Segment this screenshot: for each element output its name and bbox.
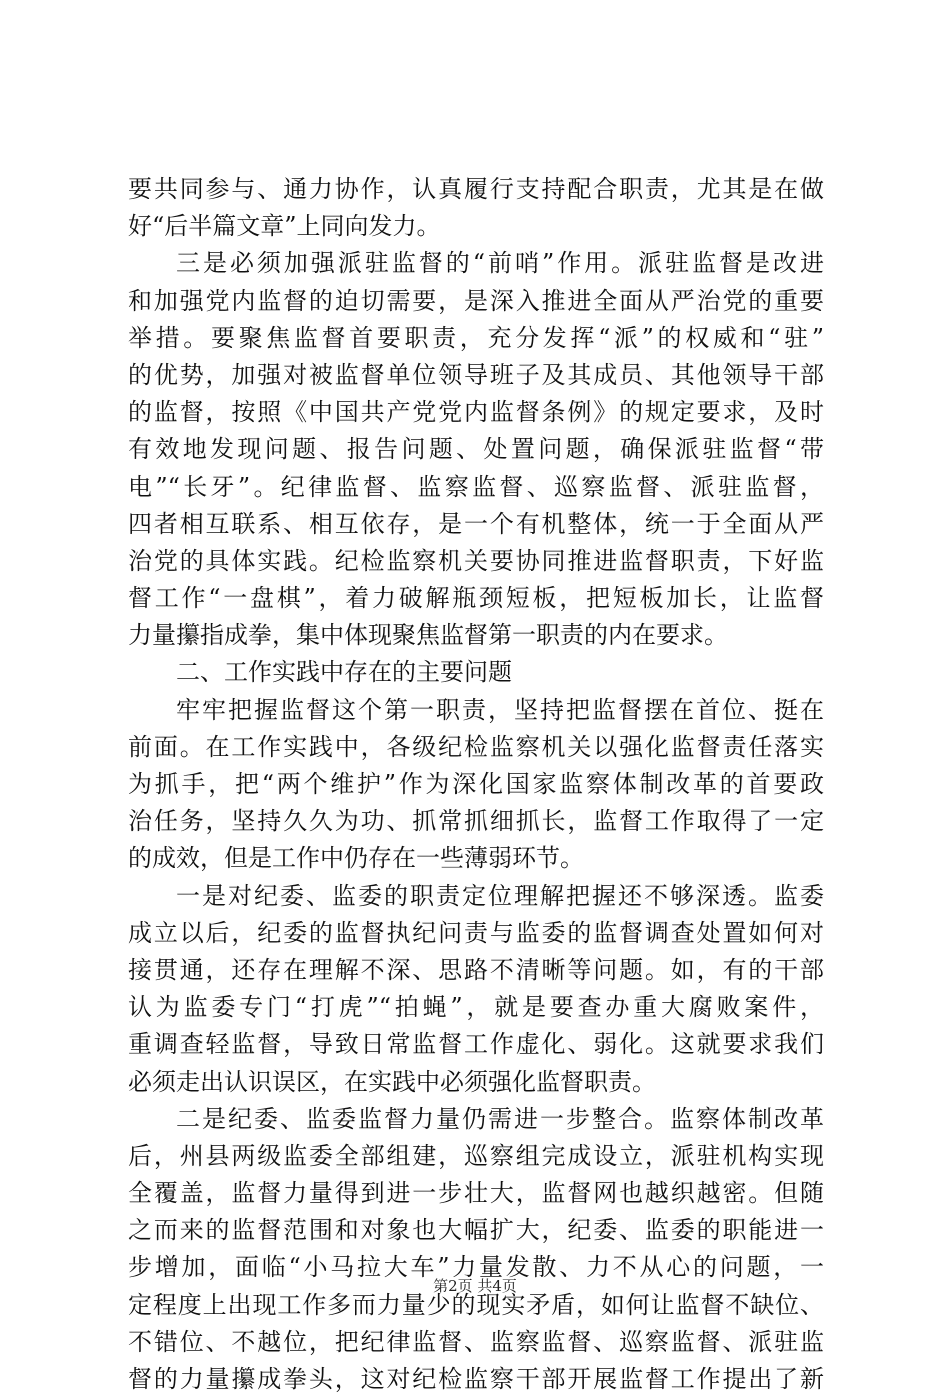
text-line: 力量攥指成拳，集中体现聚焦监督第一职责的内在要求。 bbox=[128, 621, 728, 650]
text-line: 重调查轻监督，导致日常监督工作虚化、弱化。这就要求我们 bbox=[128, 1030, 824, 1059]
text-line: 好“后半篇文章”上同向发力。 bbox=[128, 212, 441, 241]
text-line: 之而来的监督范围和对象也大幅扩大，纪委、监委的职能进一 bbox=[128, 1216, 824, 1245]
text-line: 后，州县两级监委全部组建，巡察组完成设立，派驻机构实现 bbox=[128, 1141, 824, 1170]
page-footer: 第2页 共4页 bbox=[433, 1277, 517, 1295]
text-line: 牢牢把握监督这个第一职责，坚持把监督摆在首位、挺在 bbox=[176, 695, 824, 724]
text-line: 二是纪委、监委监督力量仍需进一步整合。监察体制改革 bbox=[176, 1104, 824, 1133]
text-line: 二、工作实践中存在的主要问题 bbox=[176, 658, 512, 687]
text-line: 全覆盖，监督力量得到进一步壮大，监督网也越织越密。但随 bbox=[128, 1179, 824, 1208]
text-line: 督的力量攥成拳头，这对纪检监察干部开展监督工作提出了新 bbox=[128, 1365, 824, 1393]
text-line: 为抓手，把“两个维护”作为深化国家监察体制改革的首要政 bbox=[128, 770, 824, 798]
text-line: 步增加，面临“小马拉大车”力量发散、力不从心的问题，一 bbox=[128, 1253, 824, 1282]
text-line: 认为监委专门“打虎”“拍蝇”，就是要查办重大腐败案件， bbox=[128, 993, 824, 1022]
text-line: 要共同参与、通力协作，认真履行支持配合职责，尤其是在做 bbox=[128, 175, 824, 203]
document-body bbox=[128, 171, 824, 1398]
text-line: 前面。在工作实践中，各级纪检监察机关以强化监督责任落实 bbox=[128, 732, 824, 761]
text-line: 和加强党内监督的迫切需要，是深入推进全面从严治党的重要 bbox=[128, 286, 824, 315]
text-line: 必须走出认识误区，在实践中必须强化监督职责。 bbox=[128, 1067, 656, 1096]
text-line: 的优势，加强对被监督单位领导班子及其成员、其他领导干部 bbox=[128, 360, 824, 389]
text-line: 不错位、不越位，把纪律监督、监察监督、巡察监督、派驻监 bbox=[128, 1327, 824, 1356]
text-line: 成立以后，纪委的监督执纪问责与监委的监督调查处置如何对 bbox=[128, 918, 824, 947]
text-line: 定程度上出现工作多而力量少的现实矛盾，如何让监督不缺位、 bbox=[128, 1290, 824, 1319]
text-line: 三是必须加强派驻监督的“前哨”作用。派驻监督是改进 bbox=[176, 249, 824, 278]
text-line: 督工作“一盘棋”，着力破解瓶颈短板，把短板加长，让监督 bbox=[128, 584, 824, 613]
text-line: 一是对纪委、监委的职责定位理解把握还不够深透。监委 bbox=[176, 881, 824, 910]
text-line: 的监督，按照《中国共产党党内监督条例》的规定要求，及时 bbox=[128, 398, 824, 427]
text-line: 有效地发现问题、报告问题、处置问题，确保派驻监督“带 bbox=[128, 435, 824, 464]
text-line: 举措。要聚焦监督首要职责，充分发挥“派”的权威和“驻” bbox=[128, 323, 824, 352]
text-line: 四者相互联系、相互依存，是一个有机整体，统一于全面从严 bbox=[128, 509, 824, 538]
text-line: 治党的具体实践。纪检监察机关要协同推进监督职责，下好监 bbox=[128, 546, 824, 575]
text-line: 的成效，但是工作中仍存在一些薄弱环节。 bbox=[128, 844, 584, 873]
text-line: 接贯通，还存在理解不深、思路不清晰等问题。如，有的干部 bbox=[128, 955, 824, 984]
text-line: 电”“长牙”。纪律监督、监察监督、巡察监督、派驻监督， bbox=[128, 472, 824, 501]
text-line: 治任务，坚持久久为功、抓常抓细抓长，监督工作取得了一定 bbox=[128, 807, 824, 836]
